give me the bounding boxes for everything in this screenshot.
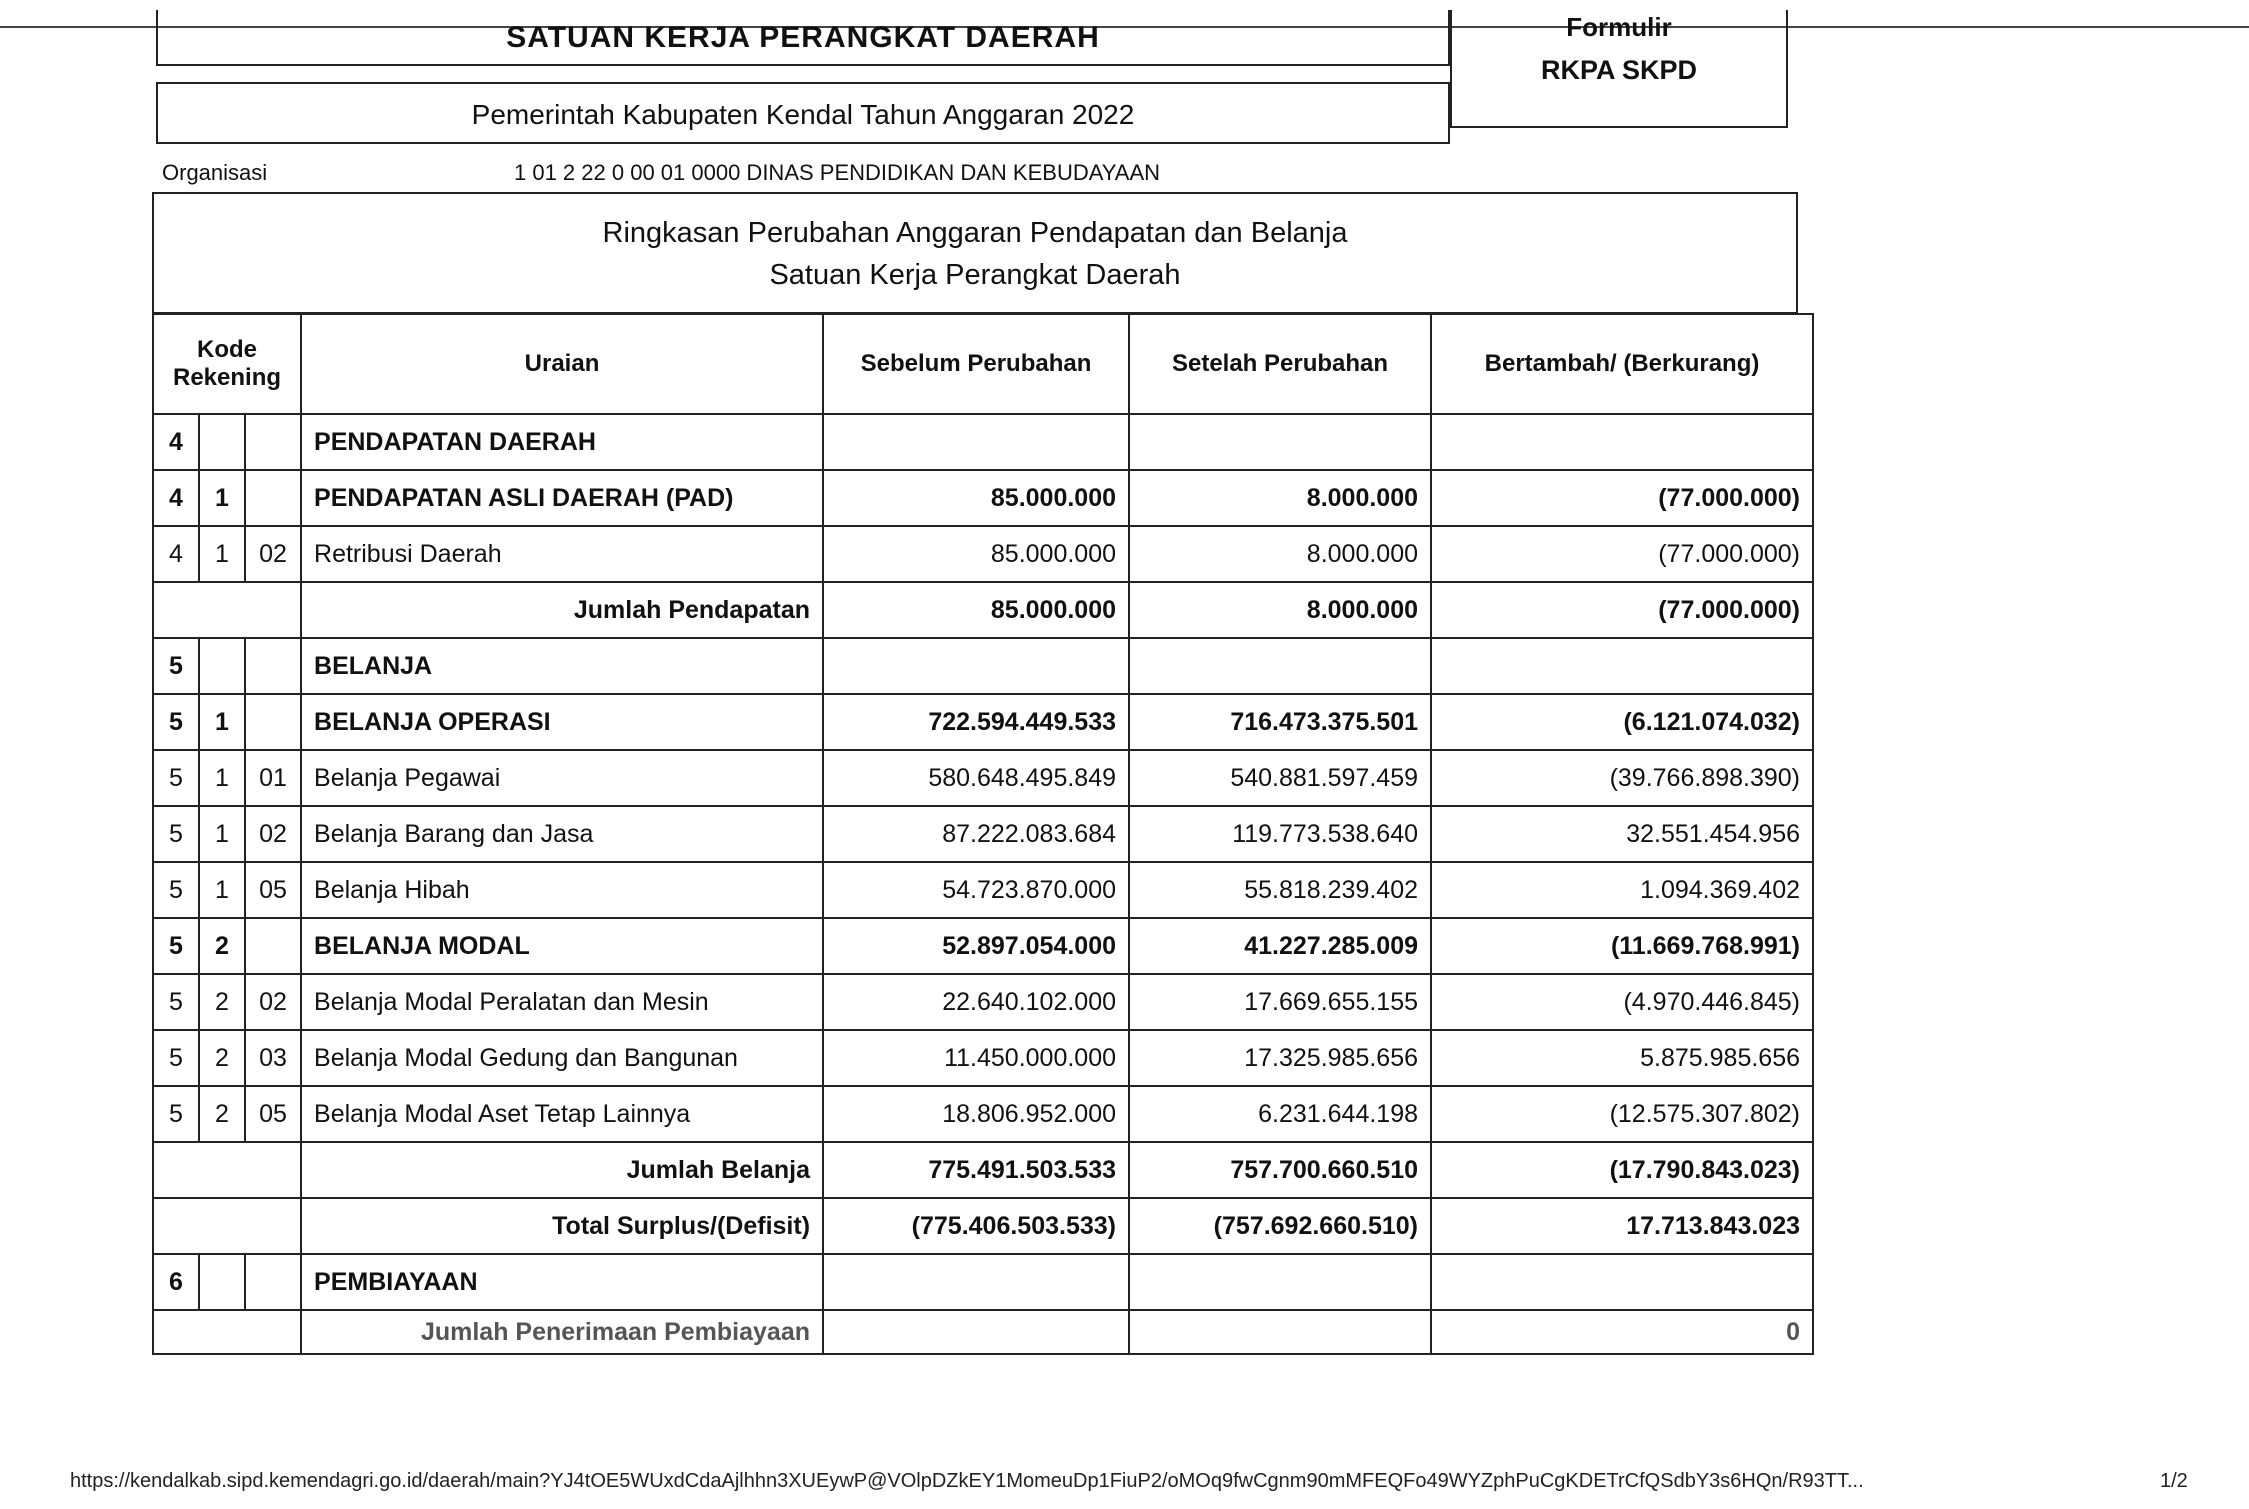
uraian-cell: Belanja Barang dan Jasa (301, 806, 823, 862)
subtotal-row (153, 1310, 1813, 1354)
table-row (153, 750, 1813, 806)
table-row (153, 414, 1813, 470)
table-row (153, 1254, 1813, 1310)
page-number: 1/2 (2160, 1470, 2188, 1492)
selisih-cell: 5.875.985.656 (1431, 1030, 1813, 1086)
document-subtitle: Pemerintah Kabupaten Kendal Tahun Anggaran 2022 (156, 82, 1450, 144)
sebelum-cell: 85.000.000 (823, 470, 1129, 526)
organisasi-value: 1 01 2 22 0 00 01 0000 DINAS PENDIDIKAN DAN KEBUDAYAAN (514, 160, 1161, 185)
setelah-cell: 757.700.660.510 (1129, 1142, 1431, 1198)
uraian-cell: PENDAPATAN ASLI DAERAH (PAD) (301, 470, 823, 526)
sebelum-cell: 11.450.000.000 (823, 1030, 1129, 1086)
kode-2: 1 (199, 526, 245, 582)
sebelum-cell (823, 638, 1129, 694)
kode-3 (245, 1254, 301, 1310)
footer-url: https://kendalkab.sipd.kemendagri.go.id/daerah/main?YJ4tOE5WUxdCdaAjlhhn3XUEywP@VOlpDZkEY1MomeuDp1FiuP2/oMOq9fwCgnm90mMFEQFo49WYZphPuCgKDETrCfQSdbY3s6HQn/R93TT... (70, 1470, 1864, 1492)
uraian-cell: BELANJA OPERASI (301, 694, 823, 750)
kode-1: 5 (153, 1030, 199, 1086)
selisih-cell: (6.121.074.032) (1431, 694, 1813, 750)
kode-2 (199, 1254, 245, 1310)
table-row (153, 974, 1813, 1030)
sebelum-cell: 22.640.102.000 (823, 974, 1129, 1030)
sebelum-cell: 52.897.054.000 (823, 918, 1129, 974)
kode-2: 2 (199, 974, 245, 1030)
kode-2: 1 (199, 694, 245, 750)
table-header-row (153, 314, 1813, 414)
sebelum-cell: 87.222.083.684 (823, 806, 1129, 862)
form-code: RKPA SKPD (1540, 55, 1697, 85)
table-row (153, 526, 1813, 582)
kode-3: 01 (245, 750, 301, 806)
kode-1: 6 (153, 1254, 199, 1310)
table-row (153, 806, 1813, 862)
setelah-cell: 8.000.000 (1129, 526, 1431, 582)
subtotal-label: Jumlah Belanja (301, 1142, 823, 1198)
kode-2: 1 (199, 470, 245, 526)
table-row (153, 638, 1813, 694)
kode-1: 5 (153, 806, 199, 862)
sebelum-cell: 722.594.449.533 (823, 694, 1129, 750)
subtotal-row (153, 582, 1813, 638)
sebelum-cell: (775.406.503.533) (823, 1198, 1129, 1254)
kode-1: 5 (153, 974, 199, 1030)
uraian-cell: PEMBIAYAAN (301, 1254, 823, 1310)
selisih-cell: (4.970.446.845) (1431, 974, 1813, 1030)
header-setelah: Setelah Perubahan (1129, 314, 1431, 414)
selisih-cell: 0 (1431, 1310, 1813, 1354)
kode-3: 05 (245, 1086, 301, 1142)
kode-3 (245, 918, 301, 974)
setelah-cell (1129, 638, 1431, 694)
table-row (153, 862, 1813, 918)
setelah-cell (1129, 1310, 1431, 1354)
table-row (153, 1086, 1813, 1142)
kode-3: 02 (245, 974, 301, 1030)
selisih-cell: (17.790.843.023) (1431, 1142, 1813, 1198)
sebelum-cell: 18.806.952.000 (823, 1086, 1129, 1142)
kode-3: 02 (245, 526, 301, 582)
document-title: SATUAN KERJA PERANGKAT DAERAH (156, 10, 1450, 66)
organisasi-label: Organisasi (162, 160, 268, 185)
setelah-cell: (757.692.660.510) (1129, 1198, 1431, 1254)
sebelum-cell: 85.000.000 (823, 582, 1129, 638)
setelah-cell: 55.818.239.402 (1129, 862, 1431, 918)
kode-2: 1 (199, 862, 245, 918)
form-code-box (1450, 10, 1788, 128)
form-label: Formulir (1566, 12, 1672, 42)
header-kode-rekening: Kode Rekening (153, 314, 301, 414)
kode-2 (199, 414, 245, 470)
uraian-cell: Belanja Modal Gedung dan Bangunan (301, 1030, 823, 1086)
sebelum-cell (823, 414, 1129, 470)
total-label: Total Surplus/(Defisit) (301, 1198, 823, 1254)
selisih-cell (1431, 1254, 1813, 1310)
setelah-cell: 540.881.597.459 (1129, 750, 1431, 806)
kode-2: 1 (199, 750, 245, 806)
sebelum-cell: 85.000.000 (823, 526, 1129, 582)
kode-2: 2 (199, 1030, 245, 1086)
sebelum-cell: 54.723.870.000 (823, 862, 1129, 918)
uraian-cell: PENDAPATAN DAERAH (301, 414, 823, 470)
kode-1: 5 (153, 750, 199, 806)
uraian-cell: Belanja Modal Aset Tetap Lainnya (301, 1086, 823, 1142)
budget-table (152, 313, 1814, 1355)
selisih-cell: (11.669.768.991) (1431, 918, 1813, 974)
kode-3 (245, 470, 301, 526)
kode-3: 02 (245, 806, 301, 862)
summary-box (152, 192, 1798, 314)
kode-2 (199, 638, 245, 694)
summary-line2: Satuan Kerja Perangkat Daerah (769, 259, 1181, 291)
summary-line1: Ringkasan Perubahan Anggaran Pendapatan dan Belanja (602, 217, 1348, 249)
uraian-cell: Belanja Modal Peralatan dan Mesin (301, 974, 823, 1030)
selisih-cell: (77.000.000) (1431, 582, 1813, 638)
setelah-cell (1129, 414, 1431, 470)
uraian-cell: Retribusi Daerah (301, 526, 823, 582)
kode-2: 2 (199, 1086, 245, 1142)
table-row (153, 918, 1813, 974)
selisih-cell: 32.551.454.956 (1431, 806, 1813, 862)
kode-3 (245, 414, 301, 470)
setelah-cell: 6.231.644.198 (1129, 1086, 1431, 1142)
kode-2: 1 (199, 806, 245, 862)
sebelum-cell: 775.491.503.533 (823, 1142, 1129, 1198)
setelah-cell: 8.000.000 (1129, 582, 1431, 638)
selisih-cell: (77.000.000) (1431, 470, 1813, 526)
sebelum-cell (823, 1310, 1129, 1354)
kode-1: 5 (153, 918, 199, 974)
header-uraian: Uraian (301, 314, 823, 414)
header-selisih: Bertambah/ (Berkurang) (1431, 314, 1813, 414)
setelah-cell: 41.227.285.009 (1129, 918, 1431, 974)
selisih-cell: 17.713.843.023 (1431, 1198, 1813, 1254)
total-row (153, 1198, 1813, 1254)
subtotal-row (153, 1142, 1813, 1198)
kode-1: 4 (153, 526, 199, 582)
kode-1: 5 (153, 694, 199, 750)
setelah-cell: 119.773.538.640 (1129, 806, 1431, 862)
kode-3: 03 (245, 1030, 301, 1086)
table-row (153, 470, 1813, 526)
kode-1: 5 (153, 1086, 199, 1142)
subtotal-label: Jumlah Pendapatan (301, 582, 823, 638)
kode-2: 2 (199, 918, 245, 974)
setelah-cell: 17.669.655.155 (1129, 974, 1431, 1030)
setelah-cell: 17.325.985.656 (1129, 1030, 1431, 1086)
uraian-cell: Belanja Pegawai (301, 750, 823, 806)
uraian-cell: BELANJA (301, 638, 823, 694)
selisih-cell: 1.094.369.402 (1431, 862, 1813, 918)
kode-3: 05 (245, 862, 301, 918)
sebelum-cell: 580.648.495.849 (823, 750, 1129, 806)
uraian-cell: Belanja Hibah (301, 862, 823, 918)
setelah-cell (1129, 1254, 1431, 1310)
selisih-cell (1431, 638, 1813, 694)
kode-3 (245, 638, 301, 694)
selisih-cell: (12.575.307.802) (1431, 1086, 1813, 1142)
kode-3 (245, 694, 301, 750)
kode-1: 4 (153, 470, 199, 526)
setelah-cell: 716.473.375.501 (1129, 694, 1431, 750)
table-row (153, 694, 1813, 750)
subtotal-label: Jumlah Penerimaan Pembiayaan (301, 1310, 823, 1354)
setelah-cell: 8.000.000 (1129, 470, 1431, 526)
kode-1: 4 (153, 414, 199, 470)
sebelum-cell (823, 1254, 1129, 1310)
header-sebelum: Sebelum Perubahan (823, 314, 1129, 414)
selisih-cell: (39.766.898.390) (1431, 750, 1813, 806)
table-row (153, 1030, 1813, 1086)
kode-1: 5 (153, 862, 199, 918)
selisih-cell (1431, 414, 1813, 470)
uraian-cell: BELANJA MODAL (301, 918, 823, 974)
kode-1: 5 (153, 638, 199, 694)
selisih-cell: (77.000.000) (1431, 526, 1813, 582)
